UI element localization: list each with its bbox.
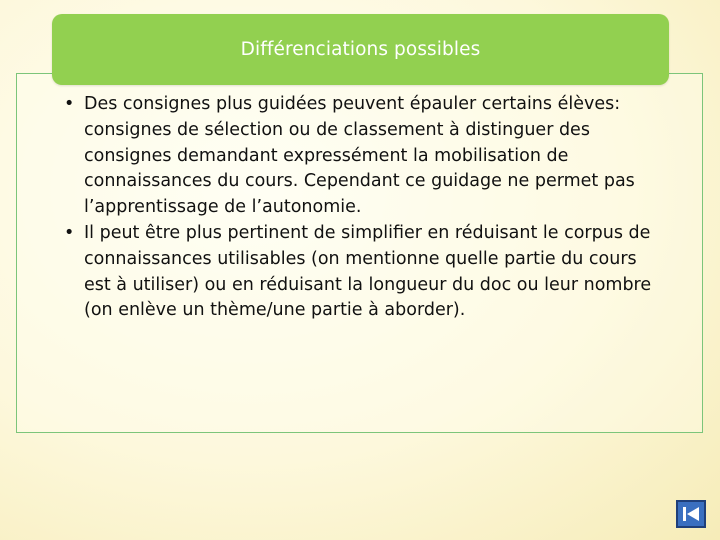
bullet-dot: • [64,94,75,114]
title-banner [52,14,669,85]
bullet-list [64,92,664,324]
bullet-item [64,92,664,221]
bullet-item [64,221,664,324]
bullet-text: Des consignes plus guidées peuvent épauler certains élèves: consignes de sélection ou de classement à distinguer des consignes demandant expressément la mobilisation de connaissances du cours. Cependant ce guidage ne permet pas l’apprentissage de l’autonomie. [84,94,635,218]
bullet-dot: • [64,222,75,243]
first-slide-button[interactable] [676,500,706,528]
skip-to-first-icon [681,505,701,523]
slide-title: Différenciations possibles [240,39,481,60]
bullet-text: Il peut être plus pertinent de simplifier en réduisant le corpus de connaissances utilisables (on mentionne quelle partie du cours est à utiliser) ou en réduisant la longueur du doc ou leur nombre (on enlève un thème/une partie à aborder). [84,222,652,321]
